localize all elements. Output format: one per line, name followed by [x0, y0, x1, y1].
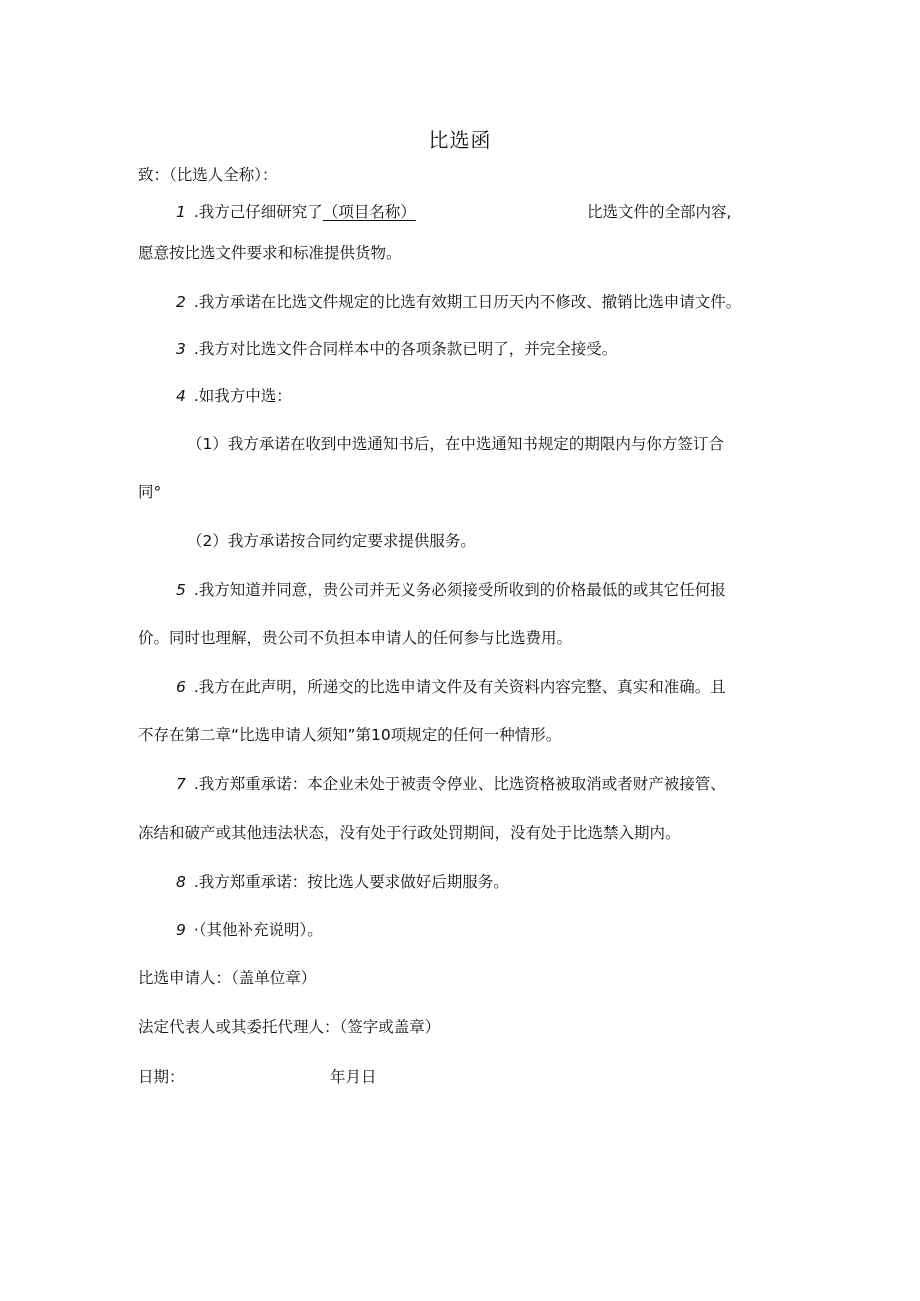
- document-title: 比选函: [428, 128, 492, 152]
- addressee-line: 致：（比选人全称）：: [138, 166, 278, 184]
- item-3-number: 3: [176, 340, 186, 358]
- item-4-sub-1: （1）我方承诺在收到中选通知书后，在中选通知书规定的期限内与你方签订合: [187, 435, 724, 453]
- item-7-number: 7: [176, 775, 186, 793]
- item-8-number: 8: [176, 873, 186, 891]
- project-name-field: （项目名称）: [322, 203, 416, 221]
- item-1-continuation: 愿意按比选文件要求和标准提供货物。: [138, 244, 402, 262]
- item-9-text: ·（其他补充说明）。: [193, 921, 323, 939]
- item-2: [176, 292, 741, 312]
- item-8-text: .我方郑重承诺：按比选人要求做好后期服务。: [193, 873, 509, 891]
- item-6: [176, 677, 726, 697]
- item-4-number: 4: [176, 387, 186, 405]
- item-5: [176, 580, 726, 600]
- item-7-text: .我方郑重承诺：本企业未处于被责令停业、比选资格被取消或者财产被接管、: [193, 775, 726, 793]
- item-4-sub-2: （2）我方承诺按合同约定要求提供服务。: [187, 532, 476, 550]
- item-1: [176, 202, 418, 222]
- item-1-number: 1: [176, 203, 186, 221]
- item-6-text: .我方在此声明，所递交的比选申请文件及有关资料内容完整、真实和准确。且: [193, 678, 726, 696]
- item-5-number: 5: [176, 581, 186, 599]
- item-2-number: 2: [176, 293, 186, 311]
- item-7-continuation: 冻结和破产或其他违法状态，没有处于行政处罚期间，没有处于比选禁入期内。: [138, 824, 681, 842]
- item-3: [176, 339, 617, 359]
- date-value: 年月日: [330, 1068, 377, 1086]
- item-8: [176, 872, 509, 892]
- item-4: [176, 386, 292, 406]
- item-9: [176, 920, 323, 940]
- item-2-text: .我方承诺在比选文件规定的比选有效期工日历天内不修改、撤销比选申请文件。: [193, 293, 742, 311]
- item-3-text: .我方对比选文件合同样本中的各项条款已明了，并完全接受。: [193, 340, 618, 358]
- item-1-suffix: 比选文件的全部内容,: [587, 203, 732, 221]
- item-5-text: .我方知道并同意，贵公司并无义务必须接受所收到的价格最低的或其它任何报: [193, 581, 726, 599]
- item-6-continuation: 不存在第二章“比选申请人须知”第10项规定的任何一种情形。: [138, 726, 562, 744]
- item-1-prefix: .我方己仔细研究了: [193, 203, 323, 221]
- date-label: 日期：: [138, 1068, 185, 1086]
- item-4-text: .如我方中选：: [193, 387, 292, 405]
- item-6-number: 6: [176, 678, 186, 696]
- item-5-continuation: 价。同时也理解，贵公司不负担本申请人的任何参与比选费用。: [138, 629, 573, 647]
- item-7: [176, 774, 726, 794]
- item-4-sub-1-continuation: 同°: [138, 483, 162, 501]
- item-9-number: 9: [176, 921, 186, 939]
- applicant-seal-line: 比选申请人：（盖单位章）: [138, 969, 317, 987]
- representative-signature-line: 法定代表人或其委托代理人：（签字或盖章）: [138, 1018, 441, 1036]
